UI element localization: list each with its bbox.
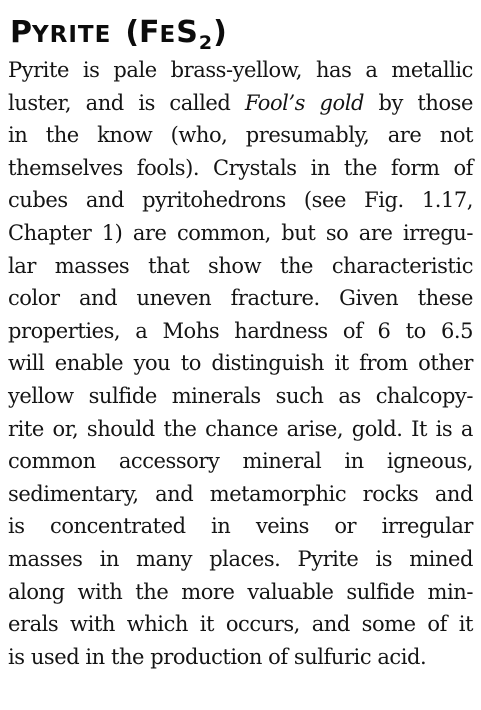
text-line: yellow sulfide minerals such as chalcopy-: [8, 383, 473, 408]
italic-term: Fool’s gold: [244, 90, 364, 115]
heading-formula-s: S: [176, 15, 198, 50]
body-paragraph: [8, 54, 473, 673]
text-line: color and uneven fracture. Given these: [8, 286, 473, 311]
heading-open-paren: (: [125, 15, 140, 50]
text-line: properties, a Mohs hardness of 6 to 6.5: [8, 318, 473, 343]
text-line: sedimentary, and metamorphic rocks and: [8, 481, 473, 506]
text-line: masses in many places. Pyrite is mined: [8, 546, 473, 571]
heading-formula-f: F: [139, 15, 160, 50]
heading-smallcaps: YRITE: [32, 22, 112, 48]
section-heading: [10, 13, 227, 53]
text-fragment: by those: [363, 90, 473, 115]
text-line: common accessory mineral in igneous,: [8, 449, 473, 474]
text-line: lar masses that show the characteristic: [8, 253, 473, 278]
heading-formula-e: E: [159, 22, 177, 48]
text-line: erals with which it occurs, and some of it: [8, 612, 473, 637]
text-line: along with the more valuable sulfide min-: [8, 579, 473, 604]
text-line: in the know (who, presumably, are not: [8, 123, 473, 148]
text-line: Pyrite is pale brass-yellow, has a metallic: [8, 58, 473, 82]
heading-initial: P: [10, 15, 32, 50]
text-line: Chapter 1) are common, but so are irregu-: [8, 220, 473, 245]
text-line: themselves fools). Crystals in the form of: [8, 155, 473, 180]
heading-subscript: 2: [198, 32, 213, 54]
text-line: cubes and pyritohedrons (see Fig. 1.17,: [8, 188, 473, 213]
text-line: is concentrated in veins or irregular: [8, 514, 473, 539]
text-line: rite or, should the chance arise, gold. It is a: [8, 416, 473, 441]
heading-close-paren: ): [213, 15, 227, 50]
text-line: will enable you to distinguish it from other: [8, 351, 473, 376]
text-line: [8, 87, 473, 120]
text-fragment: luster, and is called: [8, 90, 245, 115]
text-line-last: is used in the production of sulfuric acid.: [8, 644, 427, 669]
